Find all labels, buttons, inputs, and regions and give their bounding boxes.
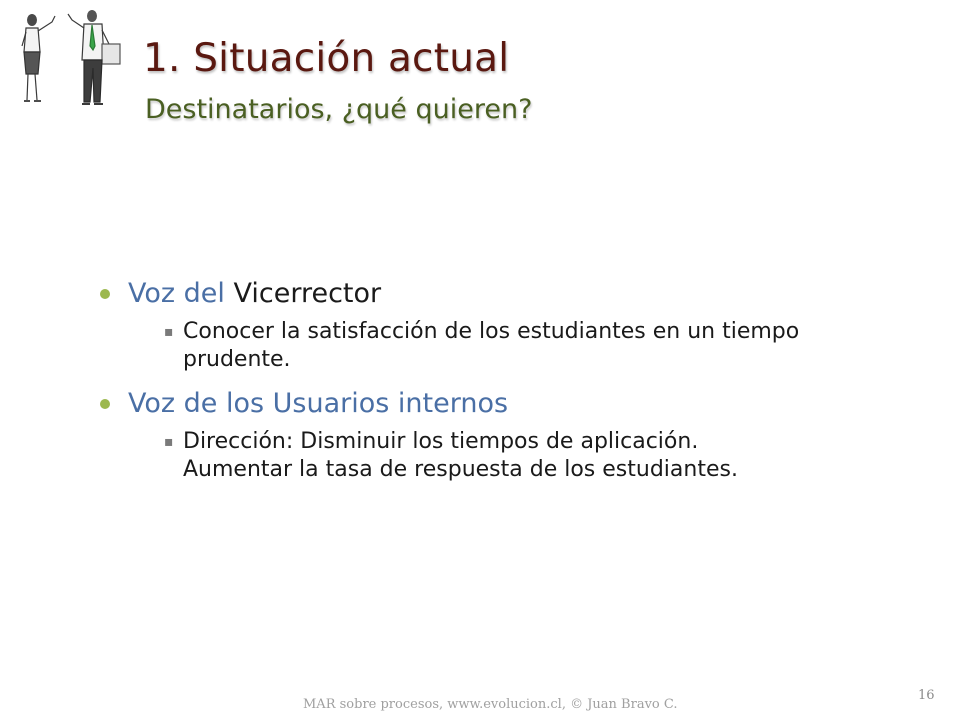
sub-bullet-text: Conocer la satisfacción de los estudiantes en un tiempo prudente. (183, 319, 800, 372)
slide-title: 1. Situación actual (143, 36, 510, 81)
bullet-label-dark: Vicerrector (224, 278, 382, 309)
bullet-item-usuarios-internos (98, 386, 898, 422)
page-number: 16 (918, 688, 935, 703)
bullet-item-vicerrector (98, 276, 898, 312)
bullet-dot-icon (100, 289, 110, 299)
slide-subtitle: Destinatarios, ¿qué quieren? (145, 94, 533, 125)
bullet-dot-icon (100, 399, 110, 409)
sub-bullet-item (164, 318, 898, 374)
sub-bullet-line-1: Dirección: Disminuir los tiempos de aplicación. (183, 429, 699, 454)
man-figure-icon (68, 10, 120, 104)
bullet-label-colored: Voz del (128, 278, 225, 309)
bullet-label-colored: Voz de los Usuarios internos (128, 388, 509, 419)
slide-footer: MAR sobre procesos, www.evolucion.cl, © Juan Bravo C. (303, 697, 678, 712)
woman-figure-icon (22, 14, 55, 101)
sub-bullet-marker-icon: ▪ (164, 434, 174, 450)
two-business-people-talking-icon (10, 4, 128, 110)
sub-bullet-line-2: Aumentar la tasa de respuesta de los estudiantes. (183, 457, 738, 482)
bullet-list (98, 276, 898, 484)
sub-bullet-item (164, 428, 898, 484)
sub-bullet-marker-icon: ▪ (164, 324, 174, 340)
